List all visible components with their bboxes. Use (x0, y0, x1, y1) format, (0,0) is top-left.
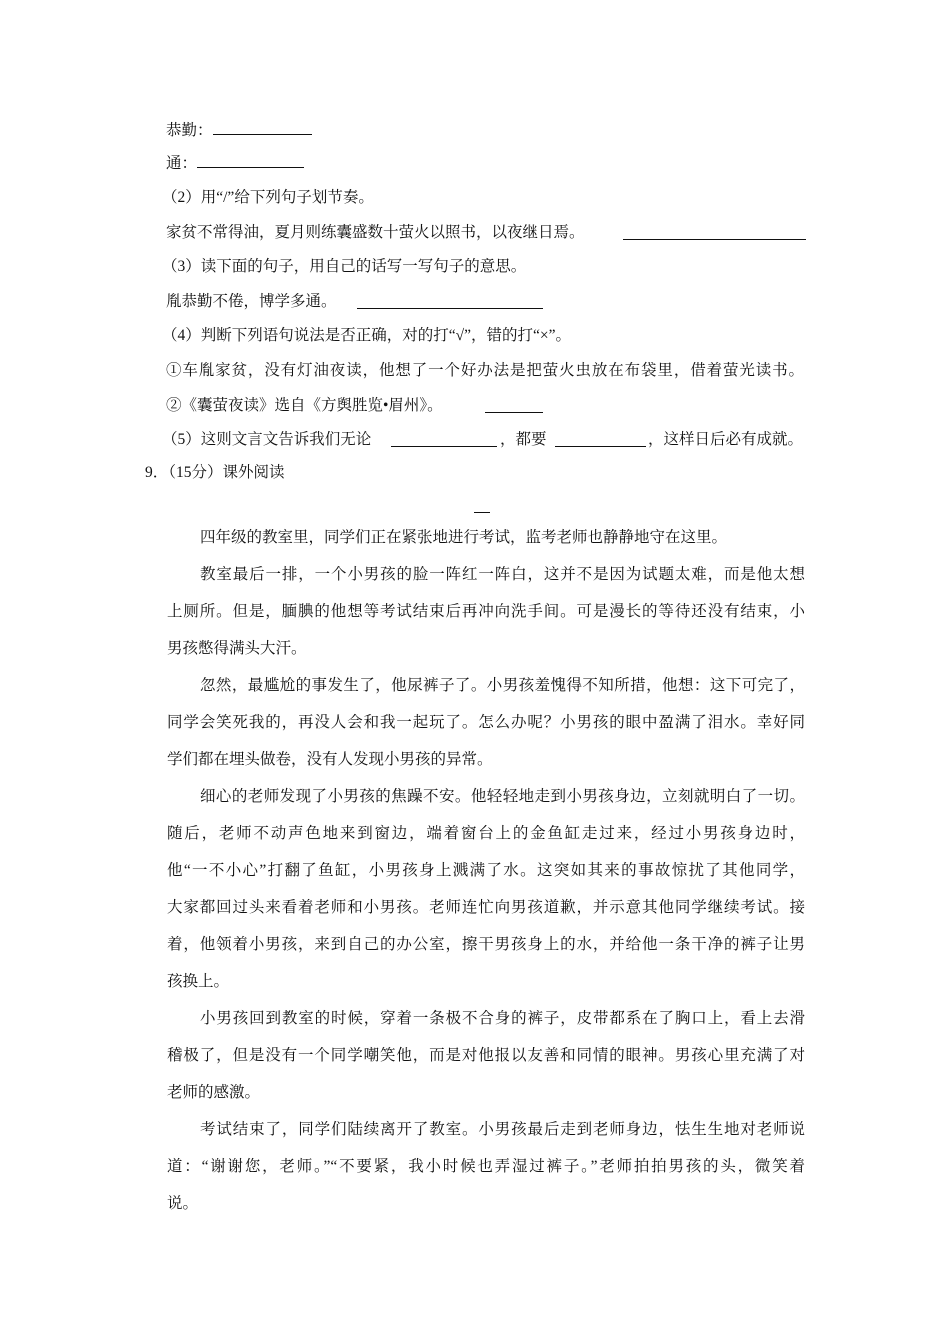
story-line: 着，他领着小男孩，来到自己的办公室，擦干男孩身上的水，并给他一条干净的裤子让男 (167, 936, 805, 953)
gongqin-row (166, 120, 312, 140)
p5-answer-blank-2[interactable] (555, 432, 646, 447)
story-line: 上厕所。但是，腼腆的他想等考试结束后再冲向洗手间。可是漫长的等待还没有结束，小 (167, 603, 805, 620)
story-line: 教室最后一排，一个小男孩的脸一阵红一阵白，这并不是因为试题太难，而是他太想 (200, 566, 805, 583)
story-line: 考试结束了，同学们陆续离开了教室。小男孩最后走到老师身边，怯生生地对老师说 (200, 1121, 805, 1138)
story-line: 同学会笑死我的，再没人会和我一起玩了。怎么办呢？小男孩的眼中盈满了泪水。幸好同 (167, 714, 805, 731)
p5-text-a: （5）这则文言文告诉我们无论 (162, 431, 372, 448)
story-line: 小男孩回到教室的时候，穿着一条极不合身的裤子，皮带都系在了胸口上，看上去滑 (200, 1010, 805, 1027)
story-line: 忽然，最尴尬的事发生了，他尿裤子了。小男孩羞愧得不知所措，他想：这下可完了， (200, 677, 805, 694)
story-line: 道：“谢谢您，老师。”“不要紧，我小时候也弄湿过裤子。”老师拍拍男孩的头，微笑着 (167, 1158, 805, 1175)
p2-row (166, 223, 585, 243)
story-line: 学们都在埋头做卷，没有人发现小男孩的异常。 (167, 751, 493, 768)
tong-answer-blank[interactable] (197, 153, 304, 168)
tong-row (166, 153, 304, 173)
story-line: 说。 (167, 1195, 199, 1212)
p2-sentence: 家贫不常得油，夏月则练囊盛数十萤火以照书，以夜继日焉。 (166, 224, 585, 241)
p2-answer-blank[interactable] (623, 225, 806, 240)
p5-row (162, 430, 371, 450)
tong-label: 通： (166, 155, 198, 172)
p4-item-2-answer-blank[interactable] (485, 398, 543, 413)
section-mark (474, 512, 490, 513)
p3-prompt: （3）读下面的句子，用自己的话写一写句子的意思。 (162, 258, 527, 275)
p5-answer-blank-1[interactable] (391, 432, 497, 447)
story-line: 细心的老师发现了小男孩的焦躁不安。他轻轻地走到小男孩身边，立刻就明白了一切。 (200, 788, 805, 805)
p2-prompt: （2）用“/”给下列句子划节奏。 (162, 189, 374, 206)
gongqin-answer-blank[interactable] (213, 120, 312, 135)
p5-text-b: ，都要 (500, 431, 547, 448)
gongqin-label: 恭勤： (166, 122, 213, 139)
p4-item-1: ①车胤家贫，没有灯油夜读，他想了一个好办法是把萤火虫放在布袋里，借着萤光读书。 (166, 362, 804, 379)
story-line: 他“一不小心”打翻了鱼缸，小男孩身上溅满了水。这突如其来的事故惊扰了其他同学， (167, 862, 805, 879)
q9-heading: 9．（15分）课外阅读 (145, 464, 285, 481)
p3-sentence: 胤恭勤不倦，博学多通。 (166, 293, 337, 310)
story-line: 大家都回过头来看着老师和小男孩。老师连忙向男孩道歉，并示意其他同学继续考试。接 (167, 899, 805, 916)
story-line: 孩换上。 (167, 973, 230, 990)
p4-item-2: ②《囊萤夜读》选自《方舆胜览•眉州》。 (166, 397, 443, 414)
story-line: 男孩憋得满头大汗。 (167, 640, 307, 657)
story-line: 四年级的教室里，同学们正在紧张地进行考试，监考老师也静静地守在这里。 (200, 529, 728, 546)
story-line: 稽极了，但是没有一个同学嘲笑他，而是对他报以友善和同情的眼神。男孩心里充满了对 (167, 1047, 805, 1064)
story-line: 老师的感激。 (167, 1084, 261, 1101)
story-line: 随后，老师不动声色地来到窗边，端着窗台上的金鱼缸走过来，经过小男孩身边时， (167, 825, 805, 842)
p5-text-c: ，这样日后必有成就。 (648, 431, 804, 448)
p3-answer-blank[interactable] (357, 294, 543, 309)
p4-prompt: （4）判断下列语句说法是否正确，对的打“√”，错的打“×”。 (162, 327, 572, 344)
